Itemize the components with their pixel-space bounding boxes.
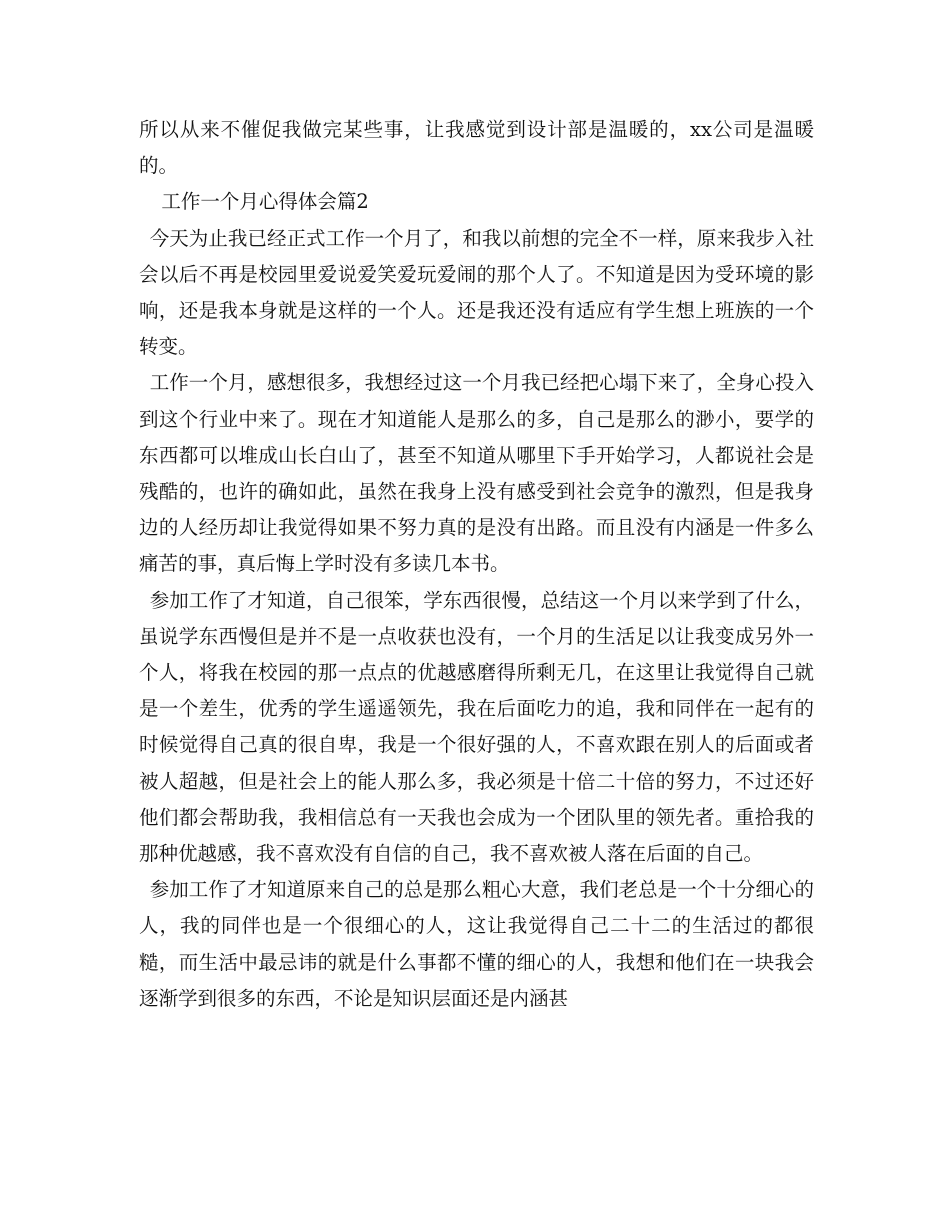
paragraph-continued: 所以从来不催促我做完某些事，让我感觉到设计部是温暖的，xx公司是温暖的。 — [139, 118, 814, 178]
section-heading: 工作一个月心得体会篇2 — [161, 190, 369, 214]
paragraph: 参加工作了才知道，自己很笨，学东西很慢，总结这一个月以来学到了什么，虽说学东西慢但是并不是一点收获也没有，一个月的生活足以让我变成另外一个人，将我在校园的那一点点的优越感磨得所剩无几，在这里让我觉得自己就是一个差生，优秀的学生遥遥领先，我在后面吃力的追，我和同伴在一起有的时候觉得自己真的很自卑，我是一个很好强的人，不喜欢跟在别人的后面或者被人超越，但是社会上的能人那么多，我必须是十倍二十倍的努力，不过还好他们都会帮助我，我相信总有一天我也会成为一个团队里的领先者。重拾我的那种优越感，我不喜欢没有自信的自己，我不喜欢被人落在后面的自己。 — [139, 588, 814, 866]
paragraph: 参加工作了才知道原来自己的总是那么粗心大意，我们老总是一个十分细心的人，我的同伴也是一个很细心的人，这让我觉得自己二十二的生活过的都很糙，而生活中最忌讳的就是什么事都不懂的细心的人，我想和他们在一块我会逐渐学到很多的东西，不论是知识层面还是内涵甚 — [139, 878, 814, 1010]
document-body — [139, 112, 814, 1017]
paragraph: 工作一个月，感想很多，我想经过这一个月我已经把心塌下来了，全身心投入到这个行业中来了。现在才知道能人是那么的多，自己是那么的渺小，要学的东西都可以堆成山长白山了，甚至不知道从哪里下手开始学习，人都说社会是残酷的，也许的确如此，虽然在我身上没有感受到社会竞争的激烈，但是我身边的人经历却让我觉得如果不努力真的是没有出路。而且没有内涵是一件多么痛苦的事，真后悔上学时没有多读几本书。 — [139, 371, 814, 576]
paragraph: 今天为止我已经正式工作一个月了，和我以前想的完全不一样，原来我步入社会以后不再是校园里爱说爱笑爱玩爱闹的那个人了。不知道是因为受环境的影响，还是我本身就是这样的一个人。还是我还没有适应有学生想上班族的一个转变。 — [139, 226, 814, 359]
